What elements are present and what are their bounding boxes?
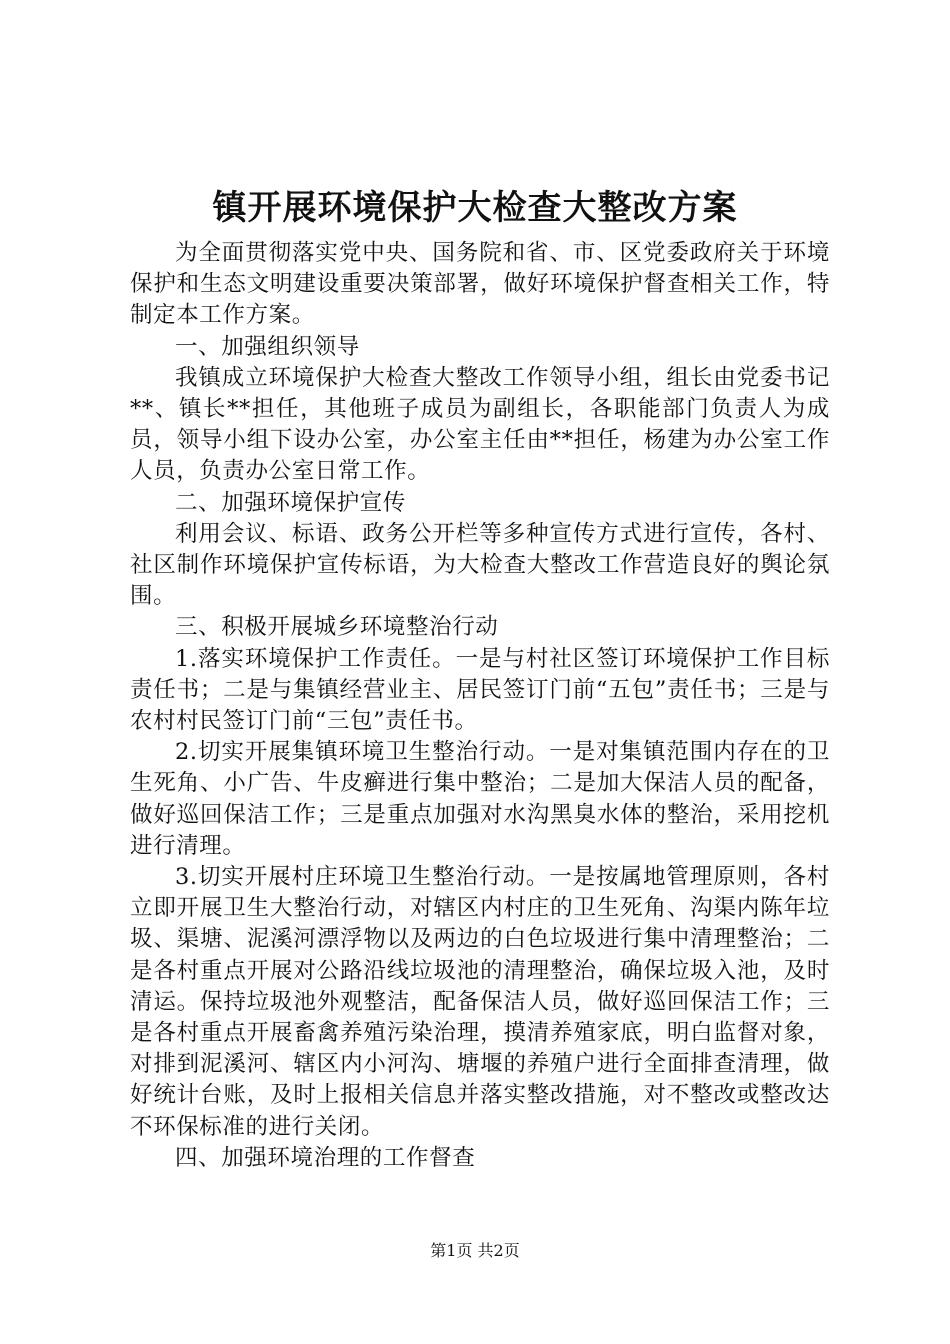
document-body — [130, 238, 830, 1174]
page-footer: 第1页 共2页 — [430, 1241, 520, 1260]
paragraph-organization: 我镇成立环境保护大检查大整改工作领导小组，组长由党委书记**、镇长**担任，其他班子成员为副组长，各职能部门负责人为成员，领导小组下设办公室，办公室主任由**担任，杨建为办公室工作人员，负责办公室日常工作。 — [130, 364, 830, 485]
paragraph-publicity: 利用会议、标语、政务公开栏等多种宣传方式进行宣传，各村、社区制作环境保护宣传标语，为大检查大整改工作营造良好的舆论氛围。 — [130, 520, 830, 610]
section-heading-2: 二、加强环境保护宣传 — [175, 489, 407, 516]
paragraph-item-2: 2.切实开展集镇环境卫生整治行动。一是对集镇范围内存在的卫生死角、小广告、牛皮癣进行集中整治；二是加大保洁人员的配备，做好巡回保洁工作；三是重点加强对水沟黑臭水体的整治，采用挖机进行清理。 — [130, 739, 830, 859]
paragraph-item-3: 3.切实开展村庄环境卫生整治行动。一是按属地管理原则，各村立即开展卫生大整治行动，对辖区内村庄的卫生死角、沟渠内陈年垃圾、渠塘、泥溪河漂浮物以及两边的白色垃圾进行集中清理整治；二是各村重点开展对公路沿线垃圾池的清理整治，确保垃圾入池，及时清运。保持垃圾池外观整洁，配备保洁人员，做好巡回保洁工作；三是各村重点开展畜禽养殖污染治理，摸清养殖家底，明白监督对象，对排到泥溪河、辖区内小河沟、塘堰的养殖户进行全面排查清理，做好统计台账，及时上报相关信息并落实整改措施，对不整改或整改达不环保标准的进行关闭。 — [130, 864, 830, 1140]
section-heading-3: 三、积极开展城乡环境整治行动 — [175, 614, 499, 641]
document-title: 镇开展环境保护大检查大整改方案 — [212, 188, 738, 228]
paragraph-item-1: 1.落实环境保护工作责任。一是与村社区签订环境保护工作目标责任书；二是与集镇经营业主、居民签订门前“五包”责任书；三是与农村村民签订门前“三包”责任书。 — [130, 645, 830, 735]
paragraph-intro: 为全面贯彻落实党中央、国务院和省、市、区党委政府关于环境保护和生态文明建设重要决策部署，做好环境保护督查相关工作，特制定本工作方案。 — [130, 240, 830, 329]
section-heading-4: 四、加强环境治理的工作督查 — [175, 1144, 476, 1171]
section-heading-1: 一、加强组织领导 — [175, 333, 360, 360]
